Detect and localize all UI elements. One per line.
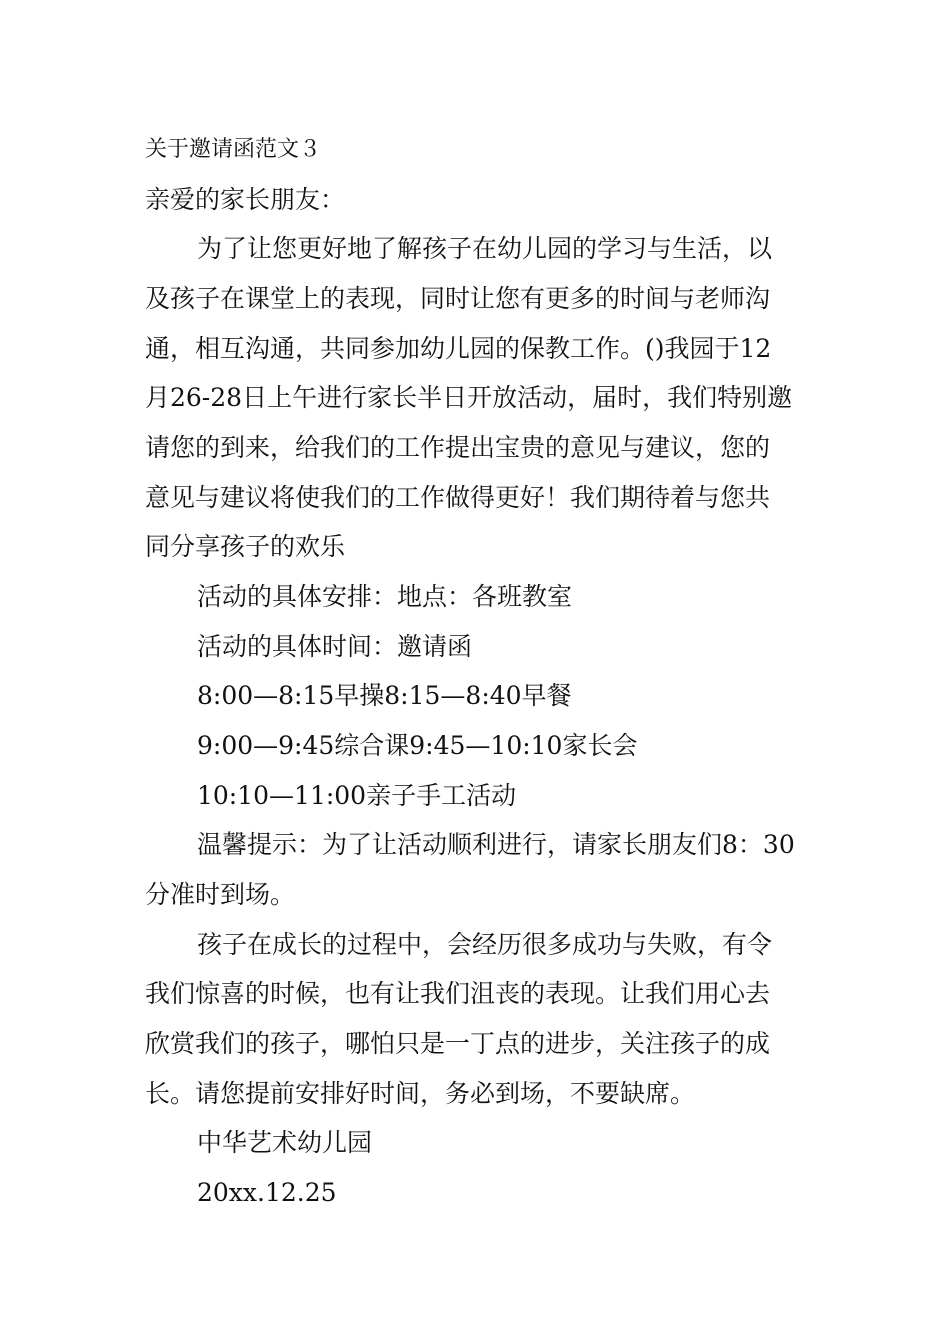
activity-time: 活动的具体时间：邀请函 — [197, 632, 473, 661]
signature: 中华艺术幼儿园 — [197, 1128, 373, 1157]
paragraph-1-line-1: 为了让您更好地了解孩子在幼儿园的学习与生活，以 — [197, 234, 773, 263]
paragraph-1-line-3: 通，相互沟通，共同参加幼儿园的保教工作。()我园于12 — [145, 334, 772, 363]
paragraph-1-line-4: 月26-28日上午进行家长半日开放活动，届时，我们特别邀 — [145, 383, 793, 412]
paragraph-1-line-7: 同分享孩子的欢乐 — [145, 532, 346, 561]
paragraph-1-line-5: 请您的到来，给我们的工作提出宝贵的意见与建议，您的 — [145, 433, 771, 462]
paragraph-2-line-1: 孩子在成长的过程中，会经历很多成功与失败，有令 — [197, 930, 773, 959]
activity-arrangement: 活动的具体安排：地点：各班教室 — [197, 582, 573, 611]
document-title: 关于邀请函范文３ — [145, 137, 322, 162]
schedule-item: 8:00—8:15早操8:15—8:40早餐 — [197, 681, 572, 710]
paragraph-1-line-6: 意见与建议将使我们的工作做得更好！我们期待着与您共 — [145, 483, 771, 512]
paragraph-2-line-4: 长。请您提前安排好时间，务必到场，不要缺席。 — [145, 1079, 696, 1108]
warm-tip-line-2: 分准时到场。 — [145, 880, 296, 909]
schedule-item: 9:00—9:45综合课9:45—10:10家长会 — [197, 731, 638, 760]
paragraph-2-line-2: 我们惊喜的时候，也有让我们沮丧的表现。让我们用心去 — [145, 979, 771, 1008]
date: 20xx.12.25 — [197, 1178, 337, 1207]
paragraph-2-line-3: 欣赏我们的孩子，哪怕只是一丁点的进步，关注孩子的成 — [145, 1029, 771, 1058]
salutation: 亲爱的家长朋友： — [145, 185, 346, 214]
schedule-item: 10:10—11:00亲子手工活动 — [197, 781, 517, 810]
paragraph-1-line-2: 及孩子在课堂上的表现，同时让您有更多的时间与老师沟 — [145, 284, 771, 313]
warm-tip-line-1: 温馨提示：为了让活动顺利进行，请家长朋友们8：30 — [197, 830, 795, 859]
